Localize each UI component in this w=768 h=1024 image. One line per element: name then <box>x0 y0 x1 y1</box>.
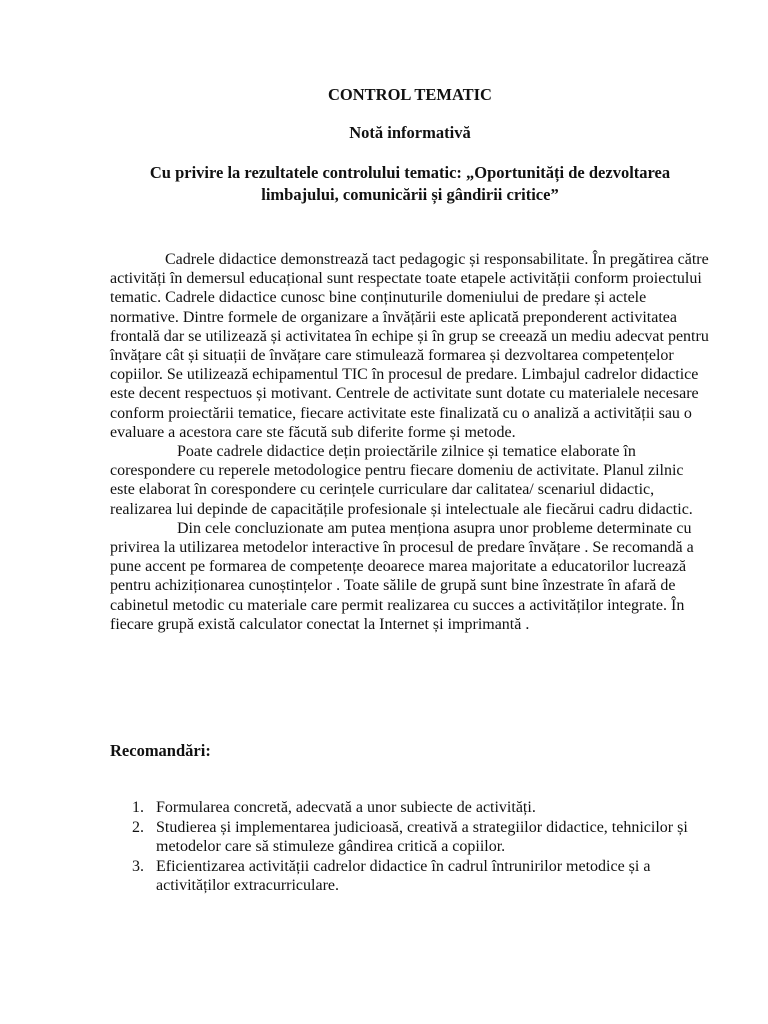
list-item-text: Studierea și implementarea judicioasă, creativă a strategiilor didactice, tehnicilor și metodelor care să stimuleze gândirea critică a copiilor. <box>156 818 688 855</box>
document-title: CONTROL TEMATIC <box>328 85 492 104</box>
list-item-number: 1. <box>132 799 144 816</box>
recommendations-heading: Recomandări: <box>110 741 211 760</box>
paragraph-1: Cadrele didactice demonstrează tact pedagogic și responsabilitate. În pregătirea către activități în demersul educațional sunt respectate toate etapele activității conform proiectului tematic. Cadrele didactice cunosc bine conținuturile domeniului de predare și actele normative. Dintre formele de organizare a învățării este aplicată preponderent activitatea frontală dar se utilizează și activitatea în echipe și în grup se creează un mediu adecvat pentru învățare cât și situații de învățare care stimulează formarea și dezvoltarea competențelor copiilor. Se utilizează echipamentul TIC în procesul de predare. Limbajul cadrelor didactice este decent respectuos și motivant. Centrele de activitate sunt dotate cu materialele necesare conform proiectării tematice, fiecare activitate este finalizată cu o analiză a activității sau o evaluare a acestora care ste făcută sub diferite forme și metode. <box>110 251 709 441</box>
paragraph-3: Din cele concluzionate am putea menționa asupra unor probleme determinate cu privirea la utilizarea metodelor interactive în procesul de predare învățare . Se recomandă a pune accent pe formarea de competențe deoarece marea majoritate a educatorilor lucrează pentru achiziționarea cunoștințelor . Toate sălile de grupă sunt bine înzestrate în afară de cabinetul metodic cu materiale care permit realizarea cu succes a activităților integrate. În fiecare grupă există calculator conectat la Internet și imprimantă . <box>110 519 694 633</box>
heading-line-2: limbajului, comunicării și gândirii critice” <box>261 185 559 204</box>
paragraph-2: Poate cadrele didactice dețin proiectările zilnice și tematice elaborate în corespondere cu reperele metodologice pentru fiecare domeniu de activitate. Planul zilnic este elaborat în corespondere cu cerințele curriculare dar calitatea/ scenariul didactic, realizarea lui depinde de capacitățile profesionale și intelectuale ale fiecărui cadru didactic. <box>110 443 693 518</box>
list-item <box>110 818 710 857</box>
heading-line-1: Cu privire la rezultatele controlului tematic: „Oportunități de dezvoltarea <box>149 163 671 182</box>
list-item <box>110 857 710 896</box>
document-body <box>110 250 710 634</box>
document-subtitle: Notă informativă <box>349 123 471 142</box>
recommendations-list <box>110 798 710 896</box>
list-item-number: 2. <box>132 818 144 836</box>
list-item-number: 3. <box>132 857 144 875</box>
list-item <box>110 798 710 818</box>
document-heading <box>110 162 710 206</box>
list-item-text: Formularea concretă, adecvată a unor subiecte de activități. <box>156 799 536 816</box>
list-item-text: Eficientizarea activității cadrelor didactice în cadrul întrunirilor metodice și a activităților extracurriculare. <box>156 857 651 894</box>
